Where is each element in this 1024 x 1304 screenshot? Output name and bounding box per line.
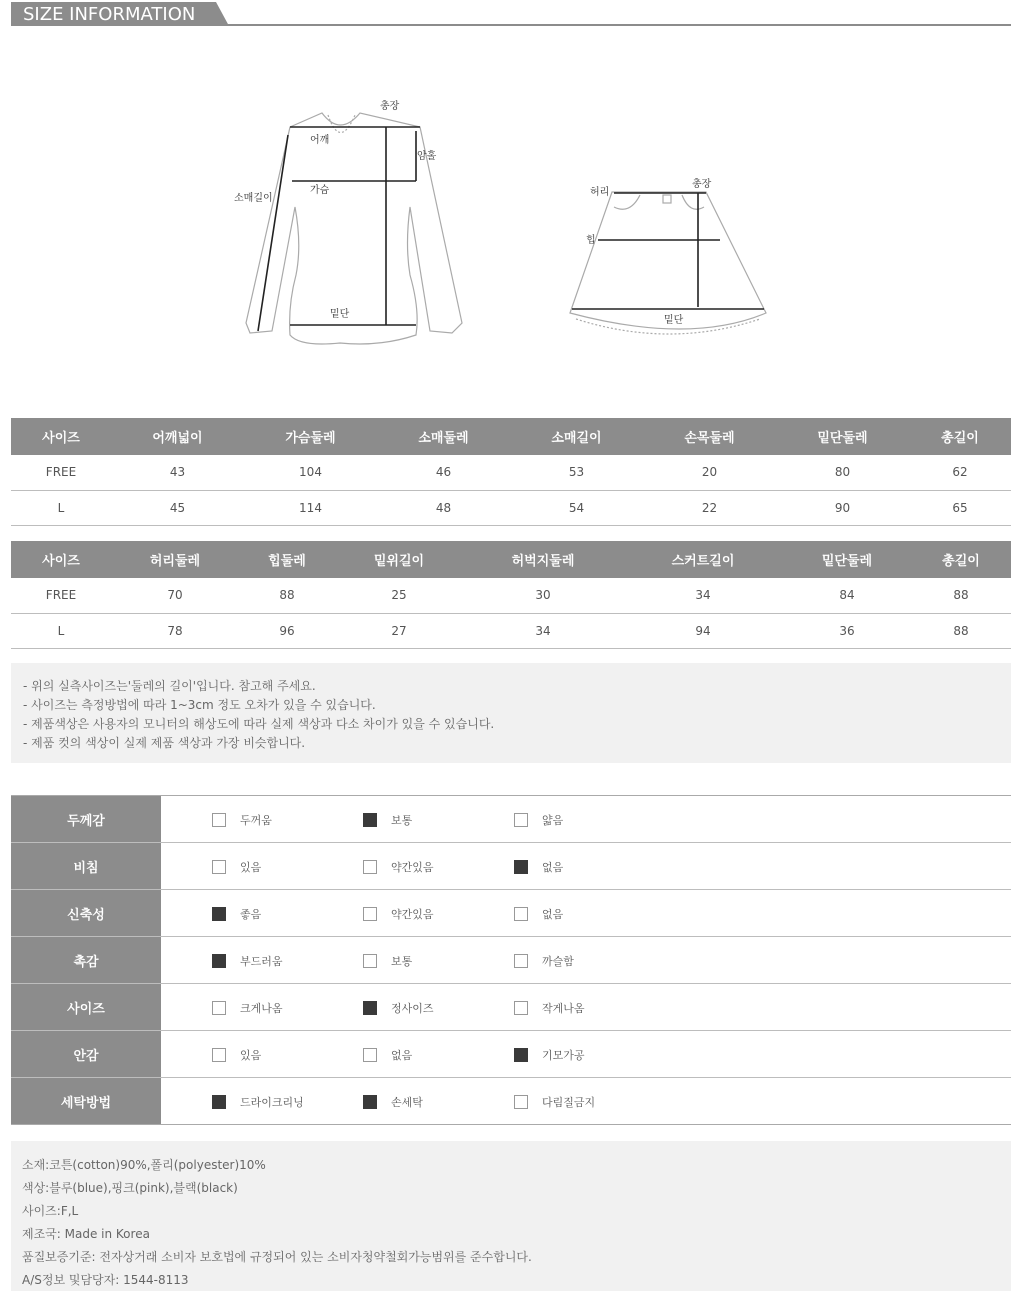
attr-row-lining xyxy=(11,1031,1011,1078)
checkbox-icon xyxy=(514,1095,528,1109)
attr-option xyxy=(514,1000,585,1016)
option-label: 없음 xyxy=(542,908,564,921)
checkbox-icon xyxy=(363,860,377,874)
info-line: 색상:블루(blue),핑크(pink),블랙(black) xyxy=(22,1181,238,1195)
option-label: 약간있음 xyxy=(391,861,434,874)
table-cell: 104 xyxy=(244,455,377,490)
info-line: 품질보증기준: 전자상거래 소비자 보호법에 규정되어 있는 소비자청약철회가능범위를 준수합니다. xyxy=(22,1250,532,1264)
info-line: 소재:코튼(cotton)90%,폴리(polyester)10% xyxy=(22,1158,266,1172)
attr-option xyxy=(363,1000,434,1016)
option-label: 부드러움 xyxy=(240,955,283,968)
note-line: - 제품색상은 사용자의 모니터의 해상도에 따라 실제 색상과 다소 차이가 있을 수 있습니다. xyxy=(23,717,495,731)
checkbox-checked-icon xyxy=(363,1001,377,1015)
checkbox-icon xyxy=(212,1048,226,1062)
checkbox-checked-icon xyxy=(212,954,226,968)
table-cell: 114 xyxy=(244,490,377,525)
option-label: 없음 xyxy=(391,1049,413,1062)
garment-diagram xyxy=(220,95,780,355)
header-cell: 밑단둘레 xyxy=(783,541,911,578)
table-cell: L xyxy=(11,613,111,648)
attr-label: 사이즈 xyxy=(11,984,161,1030)
section-header xyxy=(11,2,1011,26)
table-cell: 94 xyxy=(623,613,783,648)
note-line: - 위의 실측사이즈는'둘레의 길이'입니다. 참고해 주세요. xyxy=(23,679,316,693)
option-label: 다림질금지 xyxy=(542,1096,596,1109)
table-cell: FREE xyxy=(11,578,111,613)
garment-illustration xyxy=(220,95,780,355)
table-row xyxy=(11,490,1011,525)
checkbox-checked-icon xyxy=(514,1048,528,1062)
option-label: 얇음 xyxy=(542,814,564,827)
label-skirt-chongjang: 총장 xyxy=(692,179,712,190)
table-cell: 88 xyxy=(911,613,1011,648)
attr-option xyxy=(514,1094,595,1110)
attr-label: 신축성 xyxy=(11,890,161,936)
table-cell: 88 xyxy=(911,578,1011,613)
attr-option xyxy=(212,1000,283,1016)
table-cell: L xyxy=(11,490,111,525)
attr-row-washing xyxy=(11,1078,1011,1125)
table-cell: 62 xyxy=(909,455,1011,490)
checkbox-checked-icon xyxy=(363,1095,377,1109)
table-cell: 65 xyxy=(909,490,1011,525)
table-cell: FREE xyxy=(11,455,111,490)
attr-option xyxy=(514,859,563,875)
info-line: A/S정보 및담당자: 1544-8113 xyxy=(22,1273,189,1287)
checkbox-icon xyxy=(514,954,528,968)
note-line: - 사이즈는 측정방법에 따라 1~3cm 정도 오차가 있을 수 있습니다. xyxy=(23,698,376,712)
option-label: 보통 xyxy=(391,814,413,827)
checkbox-icon xyxy=(514,1001,528,1015)
checkbox-checked-icon xyxy=(514,860,528,874)
attr-row-size xyxy=(11,984,1011,1031)
header-cell: 허벅지둘레 xyxy=(463,541,623,578)
attr-option xyxy=(363,1094,423,1110)
label-hip: 힙 xyxy=(586,235,596,246)
option-label: 두꺼움 xyxy=(240,814,272,827)
table-cell: 45 xyxy=(111,490,244,525)
attr-option xyxy=(363,859,434,875)
header-cell: 밑위길이 xyxy=(335,541,463,578)
checkbox-icon xyxy=(212,860,226,874)
header-cell: 총길이 xyxy=(909,418,1011,455)
table-header-row xyxy=(11,418,1011,455)
section-title: SIZE INFORMATION xyxy=(23,4,196,25)
header-cell: 사이즈 xyxy=(11,541,111,578)
option-label: 없음 xyxy=(542,861,564,874)
table-cell: 53 xyxy=(510,455,643,490)
attr-option xyxy=(212,1047,261,1063)
top-garment-outline xyxy=(246,113,462,344)
option-label: 있음 xyxy=(240,861,262,874)
table-cell: 27 xyxy=(335,613,463,648)
attr-option xyxy=(212,812,272,828)
table-cell: 96 xyxy=(239,613,335,648)
table-cell: 43 xyxy=(111,455,244,490)
header-cell: 손목둘레 xyxy=(643,418,776,455)
header-cell: 스커트길이 xyxy=(623,541,783,578)
option-label: 약간있음 xyxy=(391,908,434,921)
label-chongjang: 총장 xyxy=(380,101,400,112)
table-cell: 70 xyxy=(111,578,239,613)
option-label: 보통 xyxy=(391,955,413,968)
table-cell: 48 xyxy=(377,490,510,525)
table-cell: 80 xyxy=(776,455,909,490)
label-waist: 허리 xyxy=(590,187,610,198)
attr-option xyxy=(363,906,434,922)
attr-option xyxy=(514,1047,585,1063)
table-cell: 36 xyxy=(783,613,911,648)
header-cell: 사이즈 xyxy=(11,418,111,455)
checkbox-checked-icon xyxy=(212,1095,226,1109)
table-cell: 34 xyxy=(463,613,623,648)
table-cell: 54 xyxy=(510,490,643,525)
checkbox-icon xyxy=(212,1001,226,1015)
attr-option xyxy=(363,812,412,828)
option-label: 드라이크리닝 xyxy=(240,1096,304,1109)
attr-row-texture xyxy=(11,937,1011,984)
attr-option xyxy=(363,1047,412,1063)
info-line: 사이즈:F,L xyxy=(22,1204,79,1218)
attr-label: 비침 xyxy=(11,843,161,889)
skirt-garment-outline xyxy=(570,192,766,334)
header-cell: 소매둘레 xyxy=(377,418,510,455)
attr-row-thickness xyxy=(11,796,1011,843)
checkbox-checked-icon xyxy=(363,813,377,827)
table-cell: 25 xyxy=(335,578,463,613)
checkbox-icon xyxy=(363,907,377,921)
product-info xyxy=(11,1141,1011,1291)
top-size-table xyxy=(11,418,1011,526)
table-cell: 34 xyxy=(623,578,783,613)
bottom-size-table xyxy=(11,541,1011,649)
attr-option xyxy=(212,1094,304,1110)
attr-label: 세탁방법 xyxy=(11,1078,161,1124)
option-label: 크게나옴 xyxy=(240,1002,283,1015)
info-line: 제조국: Made in Korea xyxy=(22,1227,150,1241)
header-cell: 가슴둘레 xyxy=(244,418,377,455)
label-skirt-hem: 밑단 xyxy=(664,315,684,326)
header-cell: 밑단둘레 xyxy=(776,418,909,455)
option-label: 까슬함 xyxy=(542,955,574,968)
table-row xyxy=(11,578,1011,613)
option-label: 정사이즈 xyxy=(391,1002,434,1015)
label-sleeve-length: 소매길이 xyxy=(234,193,273,204)
header-cell: 총길이 xyxy=(911,541,1011,578)
table-row xyxy=(11,613,1011,648)
table-cell: 78 xyxy=(111,613,239,648)
header-cell: 허리둘레 xyxy=(111,541,239,578)
size-notes xyxy=(11,663,1011,763)
option-label: 기모가공 xyxy=(542,1049,585,1062)
option-label: 손세탁 xyxy=(391,1096,423,1109)
header-cell: 힙둘레 xyxy=(239,541,335,578)
attr-option xyxy=(212,859,261,875)
table-cell: 88 xyxy=(239,578,335,613)
table-cell: 20 xyxy=(643,455,776,490)
attr-option xyxy=(514,953,574,969)
note-line: - 제품 컷의 색상이 실제 제품 색상과 가장 비슷합니다. xyxy=(23,736,306,750)
checkbox-icon xyxy=(514,907,528,921)
table-row xyxy=(11,455,1011,490)
attr-row-stretch xyxy=(11,890,1011,937)
attr-label: 촉감 xyxy=(11,937,161,983)
table-cell: 22 xyxy=(643,490,776,525)
option-label: 작게나옴 xyxy=(542,1002,585,1015)
checkbox-checked-icon xyxy=(212,907,226,921)
attr-row-sheerness xyxy=(11,843,1011,890)
header-cell: 소매길이 xyxy=(510,418,643,455)
attr-option xyxy=(212,906,261,922)
attr-option xyxy=(363,953,412,969)
option-label: 있음 xyxy=(240,1049,262,1062)
label-chest: 가슴 xyxy=(310,185,330,196)
table-cell: 30 xyxy=(463,578,623,613)
header-cell: 어깨넓이 xyxy=(111,418,244,455)
table-cell: 46 xyxy=(377,455,510,490)
attr-label: 안감 xyxy=(11,1031,161,1077)
checkbox-icon xyxy=(514,813,528,827)
table-cell: 90 xyxy=(776,490,909,525)
label-shoulder: 어깨 xyxy=(310,135,330,146)
top-measure-lines xyxy=(258,127,420,331)
table-header-row xyxy=(11,541,1011,578)
attr-option xyxy=(514,906,563,922)
table-cell: 84 xyxy=(783,578,911,613)
label-armhole: 암홀 xyxy=(417,151,437,162)
checkbox-icon xyxy=(212,813,226,827)
label-hem: 밑단 xyxy=(330,309,350,320)
attr-option xyxy=(212,953,283,969)
attr-option xyxy=(514,812,563,828)
checkbox-icon xyxy=(363,954,377,968)
attr-label: 두께감 xyxy=(11,796,161,842)
option-label: 좋음 xyxy=(240,908,262,921)
fabric-attributes xyxy=(11,795,1011,1125)
checkbox-icon xyxy=(363,1048,377,1062)
